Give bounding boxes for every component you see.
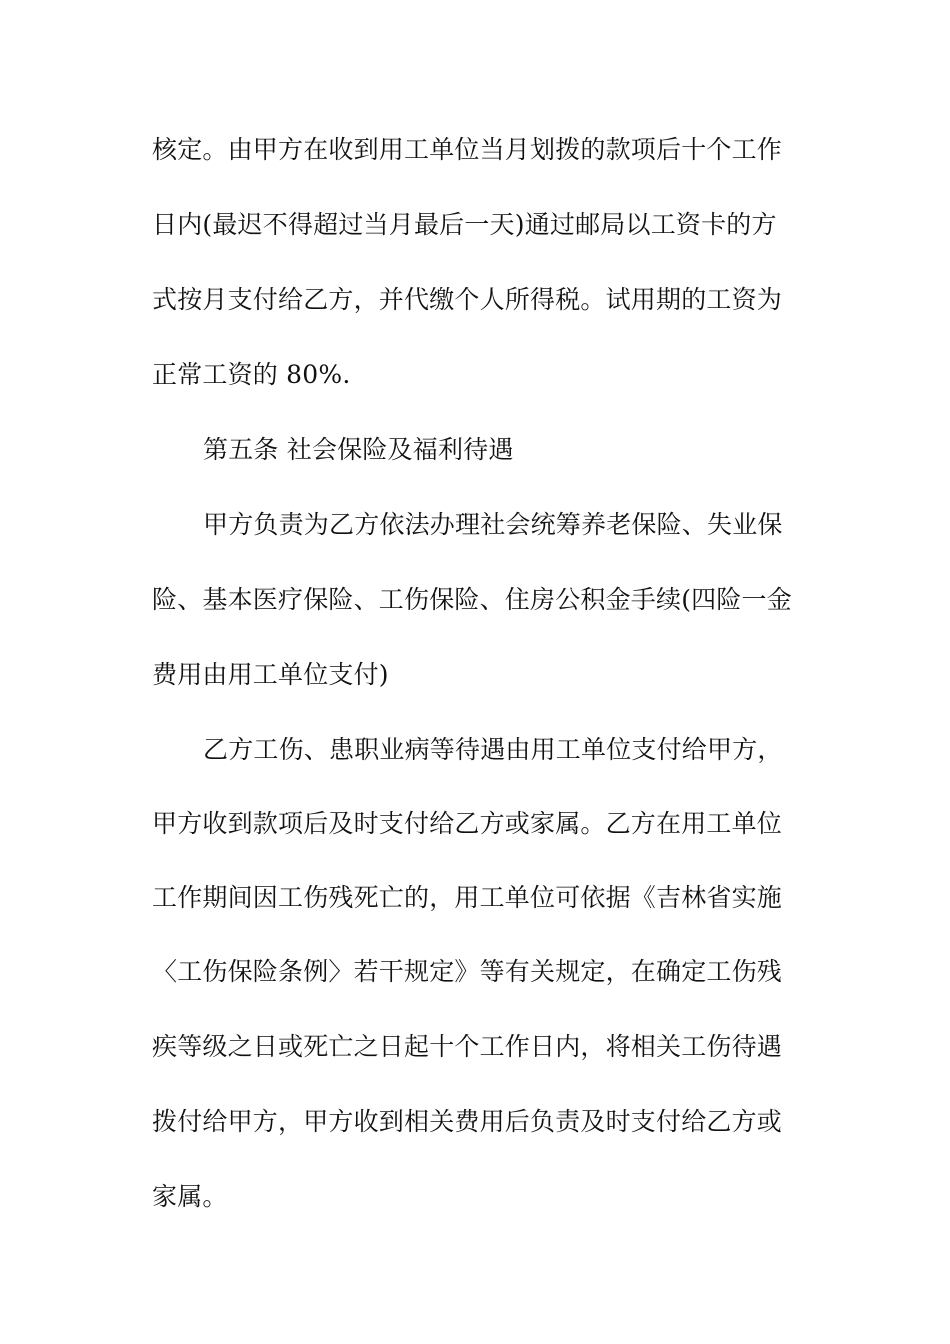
section-heading: 第五条 社会保险及福利待遇 [203, 435, 514, 464]
text-line: 险、基本医疗保险、工伤保险、住房公积金手续(四险一金 [152, 585, 792, 614]
text-line: 式按月支付给乙方，并代缴个人所得税。试用期的工资为 [152, 285, 783, 314]
text-line: 疾等级之日或死亡之日起十个工作日内，将相关工伤待遇 [152, 1032, 783, 1061]
text-line: 费用由用工单位支付) [152, 660, 389, 689]
text-line: 〈工伤保险条例〉若干规定》等有关规定，在确定工伤残 [152, 957, 783, 986]
text-line: 工作期间因工伤残死亡的，用工单位可依据《吉林省实施 [152, 883, 783, 912]
text-line: 家属。 [152, 1182, 228, 1211]
text-line: 甲方收到款项后及时支付给乙方或家属。乙方在用工单位 [152, 809, 783, 838]
text-line: 日内(最迟不得超过当月最后一天)通过邮局以工资卡的方 [152, 210, 777, 239]
text-line: 正常工资的 80%. [152, 360, 351, 389]
text-line: 拨付给甲方，甲方收到相关费用后负责及时支付给乙方或 [152, 1107, 783, 1136]
text-line: 乙方工伤、患职业病等待遇由用工单位支付给甲方， [203, 735, 783, 764]
text-line: 甲方负责为乙方依法办理社会统筹养老保险、失业保 [203, 510, 783, 539]
text-line: 核定。由甲方在收到用工单位当月划拨的款项后十个工作 [152, 135, 783, 164]
